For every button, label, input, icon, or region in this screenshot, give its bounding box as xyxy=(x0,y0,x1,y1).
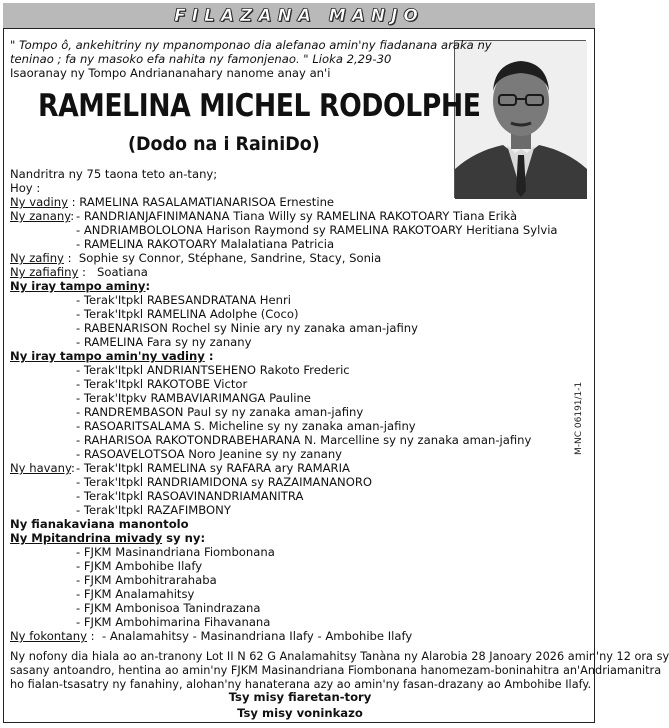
church-name: - FJKM Masinandriana Fiombonana xyxy=(76,545,275,559)
great-grandchildren-sep: : xyxy=(78,265,86,279)
spouse-sibling-name: - Terak'Itpkl RAKOTOBE Victor xyxy=(76,377,248,391)
spouse-sibling-name: - Terak'Itpkl ANDRIANTSEHENO Rakoto Frederic xyxy=(76,363,350,377)
deceased-nickname: (Dodo na i RainiDo) xyxy=(128,133,320,155)
siblings-row xyxy=(10,279,150,293)
great-grandchildren-label: Ny zafiafiny xyxy=(10,265,79,279)
spouse-sibling-name: - RANDREMBASON Paul sy ny zanaka aman-jafiny xyxy=(76,405,364,419)
sibling-name: - Terak'Itpkl RAMELINA Adolphe (Coco) xyxy=(76,307,299,321)
reference-code: M-NC 06191/1-1 xyxy=(574,381,584,455)
children-row xyxy=(10,209,74,223)
sibling-name: - RABENARISON Rochel sy Ninie ary ny zanaka aman-jafiny xyxy=(76,321,418,335)
sibling-name: - Terak'Itpkl RABESANDRATANA Henri xyxy=(76,293,291,307)
pastors-row xyxy=(10,531,205,545)
funeral-line-2: sasany antoandro, hentina ao amin'ny FJKM Masinandriana Fiombonana hanomezam-boninahitra an'Andriamanitra xyxy=(10,664,662,677)
fokontany-names: - Analamahitsy - Masinandriana Ilafy - Ambohibe Ilafy xyxy=(101,629,413,643)
church-name: - FJKM Ambohibe Ilafy xyxy=(76,559,203,573)
child-name: - ANDRIAMBOLOLONA Harison Raymond sy RAMELINA RAKOTOARY Heritiana Sylvia xyxy=(76,223,558,237)
great-grandchildren-names: Soatiana xyxy=(97,265,148,279)
funeral-line-1: Ny nofony dia hiala ao an-tranony Lot II N 62 G Analamahitsy Tanàna ny Alarobia 28 Janoary 2026 amin'ny 12 ora sy xyxy=(10,650,669,663)
intro-line: Isaoranay ny Tompo Andriananahary nanome anay an'i xyxy=(10,66,331,80)
church-name: - FJKM Ambonisoa Tanindrazana xyxy=(76,601,261,615)
fokontany-row xyxy=(10,629,412,643)
whole-family-line: Ny fianakaviana manontolo xyxy=(10,517,189,531)
children-sep: : xyxy=(70,209,75,223)
notice-header xyxy=(3,3,595,29)
relative-name: - Terak'Itpkl RAMELINA sy RAFARA ary RAMARIA xyxy=(76,461,350,475)
pastors-label: Ny Mpitandrina mivady xyxy=(10,531,163,545)
pastors-suffix: sy ny: xyxy=(162,531,206,545)
closing-no-wake: Tsy misy fiaretan-tory xyxy=(228,690,372,704)
spouse-siblings-sep: : xyxy=(204,349,214,363)
fokontany-sep: : xyxy=(87,629,95,643)
relative-name: - Terak'Itpkl RAZAFIMBONY xyxy=(76,503,231,517)
deceased-name: RAMELINA MICHEL RODOLPHE xyxy=(38,88,481,124)
church-name: - FJKM Analamahitsy xyxy=(76,587,195,601)
child-name: - RANDRIANJAFINIMANANA Tiana Willy sy RAMELINA RAKOTOARY Tiana Erikà xyxy=(76,209,518,223)
grandchildren-label: Ny zafiny xyxy=(10,251,64,265)
grandchildren-sep: : xyxy=(63,251,72,265)
age-line: Nandritra ny 75 taona teto an-tany; xyxy=(10,167,218,181)
spouse-sibling-name: - RAHARISOA RAKOTONDRABEHARANA N. Marcelline sy ny zanaka aman-jafiny xyxy=(76,433,532,447)
relatives-sep: : xyxy=(71,461,75,475)
children-label: Ny zanany xyxy=(10,209,71,223)
church-name: - FJKM Ambohimarina Fihavanana xyxy=(76,615,271,629)
fokontany-label: Ny fokontany xyxy=(10,629,87,643)
spouse-sibling-name: - RASOARITSALAMA S. Micheline sy ny zanaka aman-jafiny xyxy=(76,419,416,433)
siblings-label: Ny iray tampo aminy xyxy=(10,279,146,293)
spouse-siblings-row xyxy=(10,349,213,363)
spouse-label: Ny vadiny xyxy=(10,195,68,209)
spouse-row xyxy=(10,195,334,209)
funeral-line-3: ho fialan-tsasatry ny fanahiny, alohan'ny hanaterana azy ao amin'ny fasan-drazany ao Ambohibe Ilafy. xyxy=(10,678,592,691)
grandchildren-names: Sophie sy Connor, Stéphane, Sandrine, Stacy, Sonia xyxy=(78,251,382,265)
closing-no-flowers: Tsy misy voninkazo xyxy=(237,706,363,720)
relatives-label: Ny havany xyxy=(10,461,72,475)
header-title: FILAZANA MANJO xyxy=(174,6,424,26)
spouse-name: RAMELINA RASALAMATIANARISOA Ernestine xyxy=(79,195,335,209)
siblings-sep: : xyxy=(145,279,151,293)
relative-name: - Terak'Itpkl RANDRIAMIDONA sy RAZAIMANANORO xyxy=(76,475,373,489)
spouse-sibling-name: - RASOAVELOTSOA Noro Jeanine sy ny zanany xyxy=(76,447,343,461)
hoy-label: Hoy : xyxy=(10,181,41,195)
bible-verse-line-2: teninao ; fa ny masoko efa nahita ny famonjenao. " Lioka 2,29-30 xyxy=(10,52,392,66)
spouse-siblings-label: Ny iray tampo amin'ny vadiny xyxy=(10,349,205,363)
grandchildren-row xyxy=(10,251,381,265)
spouse-sibling-name: - Terak'Itpkv RAMBAVIARIMANGA Pauline xyxy=(76,391,311,405)
bible-verse-line-1: " Tompo ô, ankehitriny ny mpanomponao dia alefanao amin'ny fiadanana araka ny xyxy=(10,38,492,52)
church-name: - FJKM Ambohitrarahaba xyxy=(76,573,217,587)
spouse-sep: : xyxy=(67,195,80,209)
great-grandchildren-row xyxy=(10,265,148,279)
relatives-row xyxy=(10,461,75,475)
child-name: - RAMELINA RAKOTOARY Malalatiana Patricia xyxy=(76,237,335,251)
sibling-name: - RAMELINA Fara sy ny zanany xyxy=(76,335,252,349)
relative-name: - Terak'Itpkl RASOAVINANDRIAMANITRA xyxy=(76,489,304,503)
